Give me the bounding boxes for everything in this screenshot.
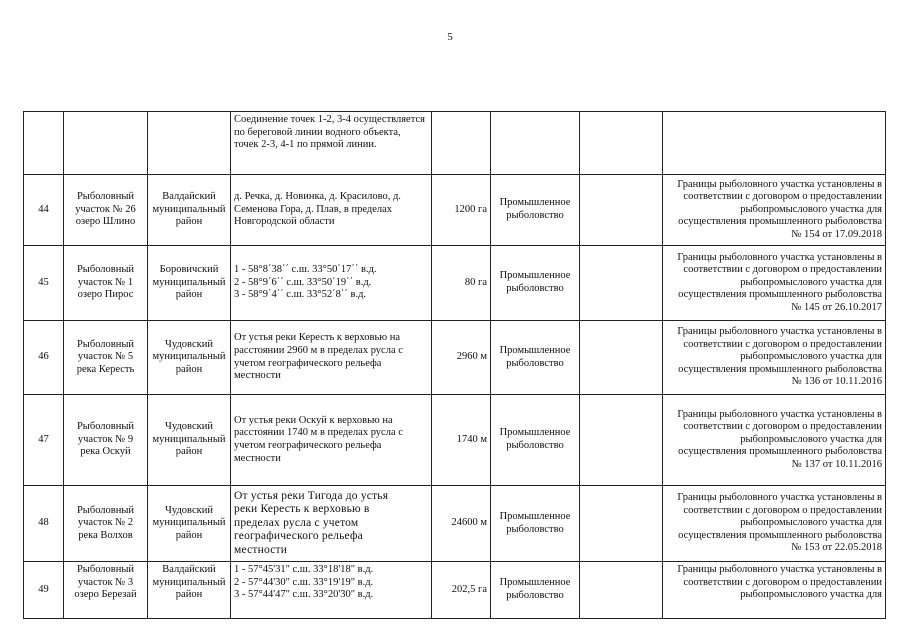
area-name: Рыболовный участок № 2 река Волхов: [64, 486, 148, 562]
district: Чудовский муниципальный район: [148, 486, 231, 562]
area-size: 24600 м: [432, 486, 491, 562]
page-number: 5: [447, 31, 453, 43]
table-row: [24, 175, 886, 246]
purpose: Промышленное рыболовство: [491, 486, 580, 562]
empty-cell: [580, 175, 663, 246]
area-size: 80 га: [432, 246, 491, 321]
row-number: 45: [24, 246, 64, 321]
boundary-description: От устья реки Тигода до устья реки Кересть к верховью в пределах русла с учетом географического рельефа местности: [231, 486, 432, 562]
boundary-description: д. Речка, д. Новинка, д. Красилово, д. Семенова Гора, д. Плав, в пределах Новгородской области: [231, 175, 432, 246]
area-name: Рыболовный участок № 5 река Кересть: [64, 321, 148, 395]
area-size: 1740 м: [432, 395, 491, 486]
area-size: 202,5 га: [432, 562, 491, 619]
empty-cell: [580, 395, 663, 486]
purpose: Промышленное рыболовство: [491, 321, 580, 395]
row-number: 49: [24, 562, 64, 619]
note: Границы рыболовного участка установлены в соответствии с договором о предоставлении рыбопромыслового участка для осуществления промышленного рыболовства № 153 от 22.05.2018: [663, 486, 886, 562]
purpose: Промышленное рыболовство: [491, 395, 580, 486]
table-row: [24, 112, 886, 175]
area-name: Рыболовный участок № 1 озеро Пирос: [64, 246, 148, 321]
note: Границы рыболовного участка установлены в соответствии с договором о предоставлении рыбопромыслового участка для осуществления промышленного рыболовства № 145 от 26.10.2017: [663, 246, 886, 321]
district: Чудовский муниципальный район: [148, 321, 231, 395]
row-number: 48: [24, 486, 64, 562]
note: Границы рыболовного участка установлены в соответствии с договором о предоставлении рыбопромыслового участка для осуществления промышленного рыболовства № 154 от 17.09.2018: [663, 175, 886, 246]
boundary-description: Соединение точек 1-2, 3-4 осуществляется по береговой линии водного объекта, точек 2-3, 4-1 по прямой линии.: [231, 112, 432, 175]
boundary-description: 1 - 57°45'31" с.ш. 33°18'18" в.д. 2 - 57°44'30" с.ш. 33°19'19" в.д. 3 - 57°44'47" с.ш. 33°20'30" в.д.: [231, 562, 432, 619]
purpose: [491, 112, 580, 175]
note: Границы рыболовного участка установлены в соответствии с договором о предоставлении рыбопромыслового участка для осуществления промышленного рыболовства № 136 от 10.11.2016: [663, 321, 886, 395]
boundary-description: От устья реки Оскуй к верховью на расстоянии 1740 м в пределах русла с учетом географического рельефа местности: [231, 395, 432, 486]
row-number: 47: [24, 395, 64, 486]
district: Чудовский муниципальный район: [148, 395, 231, 486]
district: Валдайский муниципальный район: [148, 562, 231, 619]
district: Валдайский муниципальный район: [148, 175, 231, 246]
empty-cell: [580, 246, 663, 321]
note: Границы рыболовного участка установлены в соответствии с договором о предоставлении рыбопромыслового участка для осуществления промышленного рыболовства № 137 от 10.11.2016: [663, 395, 886, 486]
purpose: Промышленное рыболовство: [491, 562, 580, 619]
fishing-areas-table: [23, 111, 886, 619]
row-number: [24, 112, 64, 175]
boundary-description: От устья реки Кересть к верховью на расстоянии 2960 м в пределах русла с учетом географического рельефа местности: [231, 321, 432, 395]
area-name: Рыболовный участок № 3 озеро Березай: [64, 562, 148, 619]
area-size: 2960 м: [432, 321, 491, 395]
table-row: [24, 395, 886, 486]
area-size: [432, 112, 491, 175]
table-row: [24, 486, 886, 562]
row-number: 46: [24, 321, 64, 395]
boundary-description: 1 - 58°8΄38΄΄ с.ш. 33°50΄17΄΄ в.д. 2 - 58°9΄6΄΄ с.ш. 33°50΄19΄΄ в.д. 3 - 58°9΄4΄΄ с.ш. 33°52΄8΄΄ в.д.: [231, 246, 432, 321]
row-number: 44: [24, 175, 64, 246]
area-size: 1200 га: [432, 175, 491, 246]
note: [663, 112, 886, 175]
table-row: [24, 246, 886, 321]
empty-cell: [580, 562, 663, 619]
note: Границы рыболовного участка установлены в соответствии с договором о предоставлении рыбопромыслового участка для: [663, 562, 886, 619]
empty-cell: [580, 112, 663, 175]
area-name: [64, 112, 148, 175]
area-name: Рыболовный участок № 26 озеро Шлино: [64, 175, 148, 246]
purpose: Промышленное рыболовство: [491, 175, 580, 246]
empty-cell: [580, 321, 663, 395]
purpose: Промышленное рыболовство: [491, 246, 580, 321]
empty-cell: [580, 486, 663, 562]
table-row: [24, 321, 886, 395]
district: [148, 112, 231, 175]
district: Боровичский муниципальный район: [148, 246, 231, 321]
area-name: Рыболовный участок № 9 река Оскуй: [64, 395, 148, 486]
table-row: [24, 562, 886, 619]
